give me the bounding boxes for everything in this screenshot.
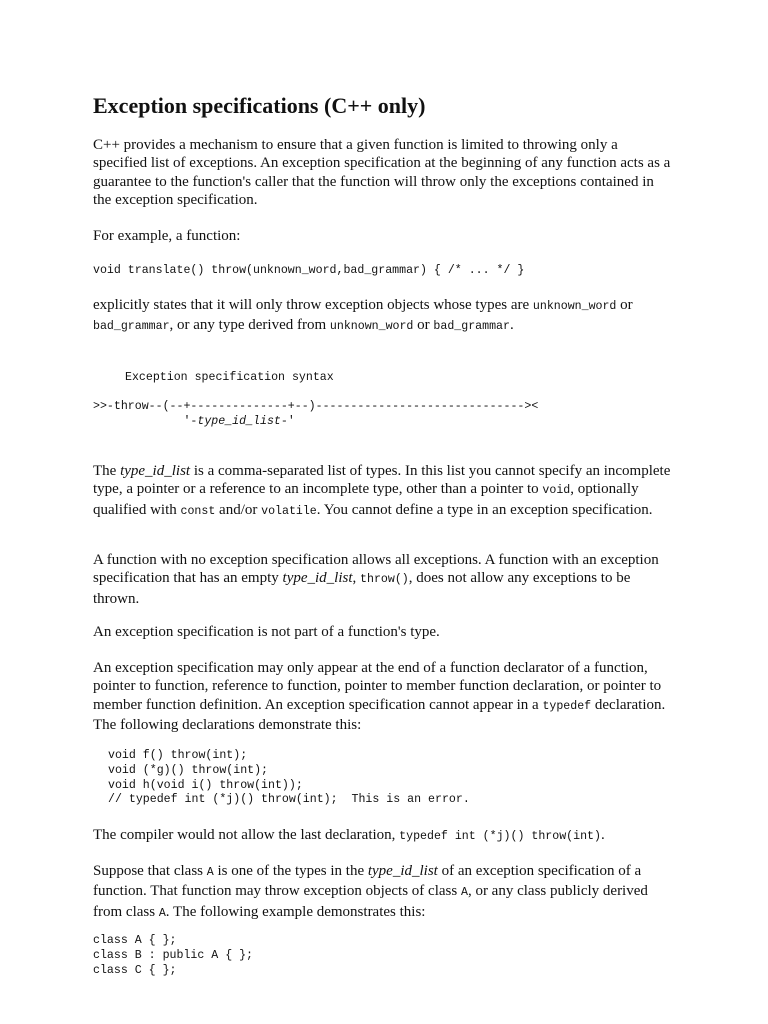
explicit-paragraph: explicitly states that it will only throw exception objects whose types are unknown_word or bad_grammar, or any type derived from unknown_word or bad_grammar. [93, 297, 633, 334]
suppose-paragraph: Suppose that class A is one of the types in the type_id_list of an exception specification of a function. That function may throw exception objects of class A, or any class publicly derived from class A. The following example demonstrates this: [93, 863, 648, 920]
intro-paragraph: C++ provides a mechanism to ensure that a given function is limited to throwing only a specified list of exceptions. An exception specification at the beginning of any function acts as a guarantee to the function's caller that the function will throw only the exceptions contained in the exception specification. [93, 137, 671, 208]
appear-paragraph: An exception specification may only appear at the end of a function declarator of a function, pointer to function, reference to function, pointer to member function declaration, or pointer to member function definition. An exception specification cannot appear in a typedef declaration. The following declarations demonstrate this: [93, 660, 666, 733]
page-title: Exception specifications (C++ only) [93, 93, 426, 118]
syntax-heading: Exception specification syntax [125, 371, 334, 384]
translate-code-example: void translate() throw(unknown_word,bad_grammar) { /* ... */ } [93, 264, 525, 277]
not-part-paragraph: An exception specification is not part of a function's type. [93, 624, 440, 640]
compiler-paragraph: The compiler would not allow the last declaration, typedef int (*j)() throw(int). [93, 827, 605, 843]
no-spec-paragraph: A function with no exception specification allows all exceptions. A function with an exception specification that has an empty type_id_list, throw(), does not allow any exceptions to be thrown. [93, 552, 659, 607]
class-code-block: class A { }; class B : public A { }; class C { }; [93, 934, 254, 977]
type-id-list-paragraph: The type_id_list is a comma-separated list of types. In this list you cannot specify an incomplete type, a pointer or a reference to an incomplete type, other than a pointer to void, optionally qualified with const and/or volatile. You cannot define a type in an exception specification. [93, 463, 671, 518]
declarations-code-block: void f() throw(int); void (*g)() throw(int); void h(void i() throw(int)); // typedef int (*j)() throw(int); This is an error. [108, 749, 470, 807]
for-example-paragraph: For example, a function: [93, 228, 241, 244]
syntax-diagram-line-2: '-type_id_list-' [93, 415, 295, 428]
syntax-diagram-line-1: >>-throw--(--+--------------+--)------------------------------>< [93, 400, 539, 413]
